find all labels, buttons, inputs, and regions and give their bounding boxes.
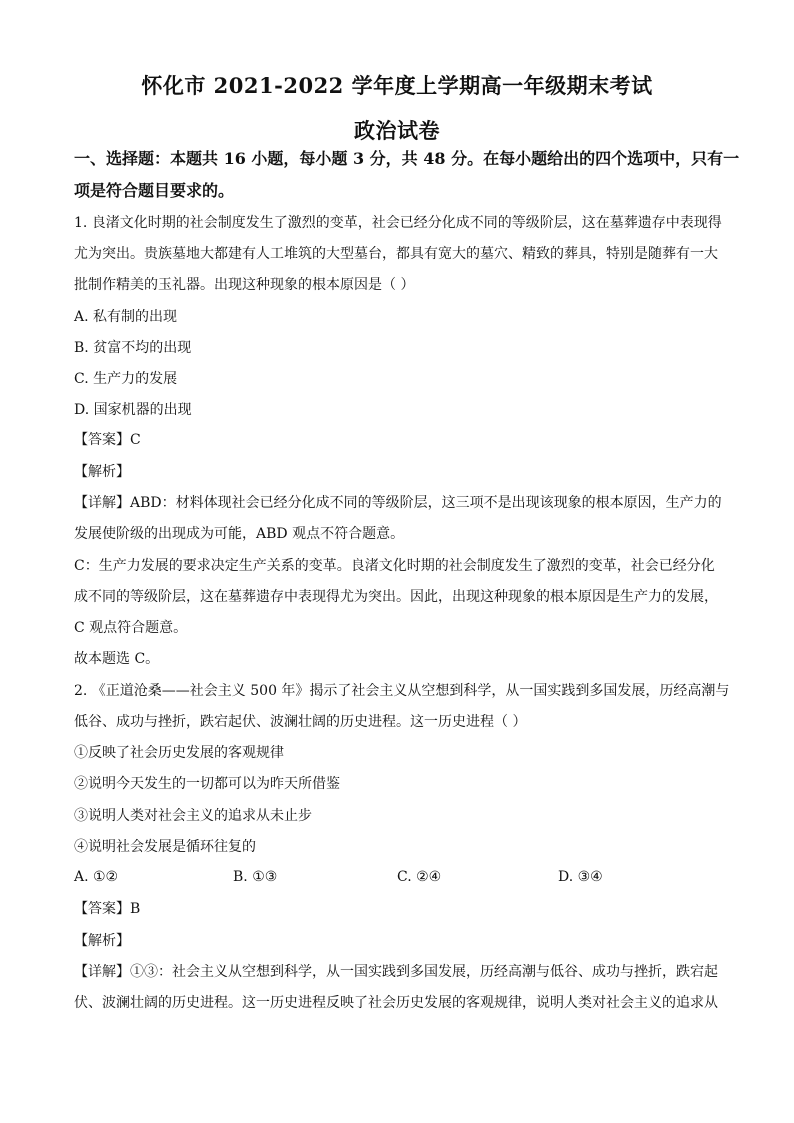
q1-stem: 尤为突出。贵族墓地大都建有人工堆筑的大型墓台，都具有宽大的墓穴、精致的葬具，特别是随葬有一大 [74,246,718,262]
q2-detail: 伏、波澜壮阔的历史进程。这一历史进程反映了社会历史发展的客观规律，说明人类对社会主义的追求从 [74,995,718,1011]
q1-detail: 成不同的等级阶层，这在墓葬遗存中表现得尤为突出。因此，出现这种现象的根本原因是生产力的发展， [74,589,718,605]
q1-option-a: A. 私有制的出现 [74,309,178,325]
q1-option-d: D. 国家机器的出现 [74,402,192,418]
q1-stem: 批制作精美的玉礼器。出现这种现象的根本原因是（ ） [74,277,415,293]
q2-option-d: D. ③④ [558,869,603,885]
q2-item-1: ①反映了社会历史发展的客观规律 [74,745,284,761]
q1-detail: C：生产力发展的要求决定生产关系的变革。良渚文化时期的社会制度发生了激烈的变革，社会已经分化 [74,558,715,574]
q2-stem: 低谷、成功与挫折，跌宕起伏、波澜壮阔的历史进程。这一历史进程（ ） [74,714,527,730]
page-title: 怀化市 2021-2022 学年度上学期高一年级期末考试 [141,73,653,98]
q1-detail: C 观点符合题意。 [74,620,188,636]
q2-item-2: ②说明今天发生的一切都可以为昨天所借鉴 [74,776,340,792]
q1-stem: 1. 良渚文化时期的社会制度发生了激烈的变革，社会已经分化成不同的等级阶层，这在墓葬遗存中表现得 [74,215,722,231]
section-heading: 一、选择题：本题共 16 小题，每小题 3 分，共 48 分。在每小题给出的四个选项中，只有一 [74,149,740,168]
q1-option-b: B. 贫富不均的出现 [74,340,192,356]
q2-item-3: ③说明人类对社会主义的追求从未止步 [74,808,312,824]
q2-answer: 【答案】B [74,901,141,917]
q1-detail: 【详解】ABD：材料体现社会已经分化成不同的等级阶层，这三项不是出现该现象的根本原因，生产力的 [74,495,722,511]
page-subtitle: 政治试卷 [354,118,440,143]
q2-detail: 【详解】①③：社会主义从空想到科学，从一国实践到多国发展，历经高潮与低谷、成功与挫折，跌宕起 [74,964,718,980]
q2-option-a: A. ①② [74,869,119,885]
q2-stem: 2. 《正道沧桑——社会主义 500 年》揭示了社会主义从空想到科学，从一国实践到多国发展，历经高潮与 [74,683,730,699]
q1-conclusion: 故本题选 C。 [74,651,160,667]
q2-analysis-label: 【解析】 [74,933,130,949]
q1-option-c: C. 生产力的发展 [74,371,178,387]
q2-option-c: C. ②④ [397,869,442,885]
q1-analysis-label: 【解析】 [74,464,130,480]
section-heading-cont: 项是符合题目要求的。 [74,181,235,200]
q2-option-b: B. ①③ [233,869,278,885]
q1-answer: 【答案】C [74,432,141,448]
q2-item-4: ④说明社会发展是循环往复的 [74,839,256,855]
q1-detail: 发展使阶级的出现成为可能，ABD 观点不符合题意。 [74,526,405,542]
